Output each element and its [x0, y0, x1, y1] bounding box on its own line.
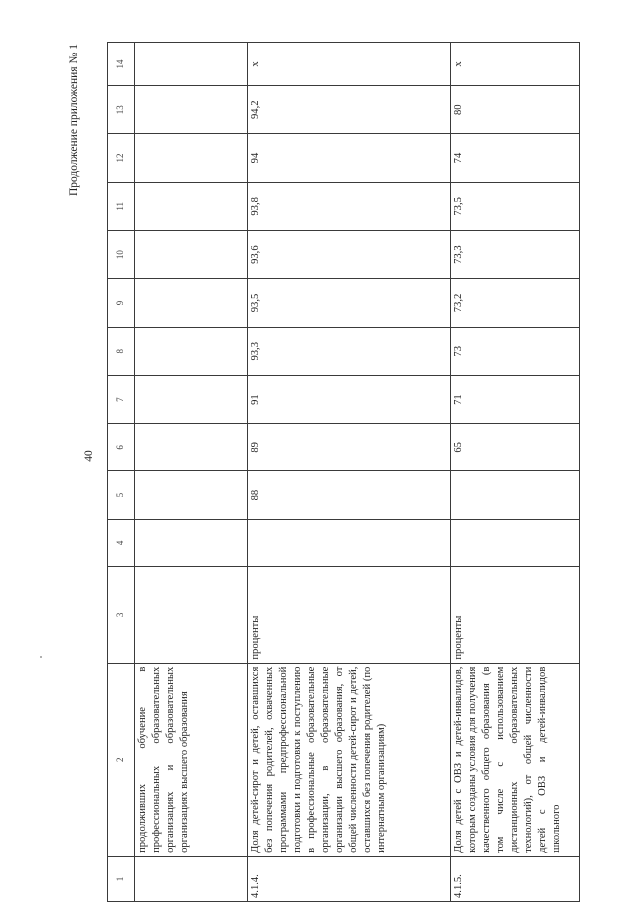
header-cell: 13: [108, 86, 135, 134]
header-cell: 10: [108, 230, 135, 278]
unit-cell: проценты: [451, 567, 580, 664]
header-cell: 11: [108, 182, 135, 230]
unit-cell: [135, 567, 248, 664]
scan-speck: [40, 656, 42, 658]
header-cell: 7: [108, 375, 135, 423]
table-row: [135, 43, 248, 902]
row-code: 4.1.4.: [248, 856, 451, 901]
value-cell: [135, 182, 248, 230]
value-cell: 73,5: [451, 182, 580, 230]
value-cell: 93,3: [248, 327, 451, 375]
indicator-text: Доля детей с ОВЗ и детей-инвалидов, которым созданы условия для получения качественного общего образования (в том числе с использованием дистанционных образовательных технологий), от общей численности детей с ОВЗ и детей-инвалидов школьного: [451, 663, 580, 856]
header-cell: 14: [108, 43, 135, 86]
value-cell: 93,8: [248, 182, 451, 230]
header-cell: 8: [108, 327, 135, 375]
header-row: [108, 43, 135, 902]
value-cell: 91: [248, 375, 451, 423]
value-cell: [135, 230, 248, 278]
value-cell: 65: [451, 424, 580, 471]
value-cell: 80: [451, 86, 580, 134]
value-cell: 94,2: [248, 86, 451, 134]
header-cell: 2: [108, 663, 135, 856]
value-cell: 93,6: [248, 230, 451, 278]
rotated-table: [107, 42, 577, 902]
indicator-text: Доля детей-сирот и детей, оставшихся без попечения родителей, охваченных программами предпрофессиональной подготовки и подготовки к поступлению в профессиональные образовательные организации, в образовательные организации высшего образования, от общей численности детей-сирот и детей, оставшихся без попечения родителей (по интернатным организациям): [248, 663, 451, 856]
value-cell: 73: [451, 327, 580, 375]
table-row: [451, 43, 580, 902]
value-cell: 73,3: [451, 230, 580, 278]
header-cell: 3: [108, 567, 135, 664]
indicator-table: [107, 42, 580, 902]
value-cell: 89: [248, 424, 451, 471]
value-cell: [248, 519, 451, 566]
value-cell: 94: [248, 134, 451, 182]
value-cell: [135, 86, 248, 134]
document-page: Продолжение приложения № 1 40 1 2 3 4 5 6 7 8 9 10 11 12 13 14 продолживших обучение в профессиональных образовательных организациях и образовательных организациях высшего образования 4.1.4. Доля детей-сирот и детей, оставшихся без попечения родителей, охваченных программами предпрофессиональной подготовки и подготовки к поступлению в профессиональные образовательные организации, в образовательные организации высшего образования, от общей численности детей-сирот и детей, оставшихся без попечения родителей (по интернатным организациям) проценты 88 89 91 93,3 93,5 93,6 93,8 94 94,2 х 4.1.5. Доля детей с ОВЗ и детей-инвалидов, которым созданы условия для получения качественного общего образования (в том числе с использованием дистанционных образовательных технологий), от общей численности детей с ОВЗ и детей-инвалидов школьного проценты 65 71 73 73,2 73,3 73,5 74 80 х: [0, 0, 640, 905]
value-cell: [135, 375, 248, 423]
indicator-text: продолживших обучение в профессиональных образовательных организациях и образовательных организациях высшего образования: [135, 663, 248, 856]
value-cell: 88: [248, 471, 451, 519]
header-cell: 1: [108, 856, 135, 901]
value-cell: [135, 327, 248, 375]
value-cell: 74: [451, 134, 580, 182]
header-cell: 6: [108, 424, 135, 471]
header-cell: 12: [108, 134, 135, 182]
value-cell: 71: [451, 375, 580, 423]
value-cell: [135, 519, 248, 566]
last-cell: х: [248, 43, 451, 86]
value-cell: 93,5: [248, 279, 451, 327]
last-cell: х: [451, 43, 580, 86]
table-row: [248, 43, 451, 902]
last-cell: [135, 43, 248, 86]
header-cell: 5: [108, 471, 135, 519]
header-cell: 4: [108, 519, 135, 566]
value-cell: [451, 519, 580, 566]
value-cell: [135, 471, 248, 519]
value-cell: [135, 424, 248, 471]
value-cell: [451, 471, 580, 519]
value-cell: [135, 134, 248, 182]
header-cell: 9: [108, 279, 135, 327]
row-code: [135, 856, 248, 901]
value-cell: 73,2: [451, 279, 580, 327]
value-cell: [135, 279, 248, 327]
unit-cell: проценты: [248, 567, 451, 664]
row-code: 4.1.5.: [451, 856, 580, 901]
